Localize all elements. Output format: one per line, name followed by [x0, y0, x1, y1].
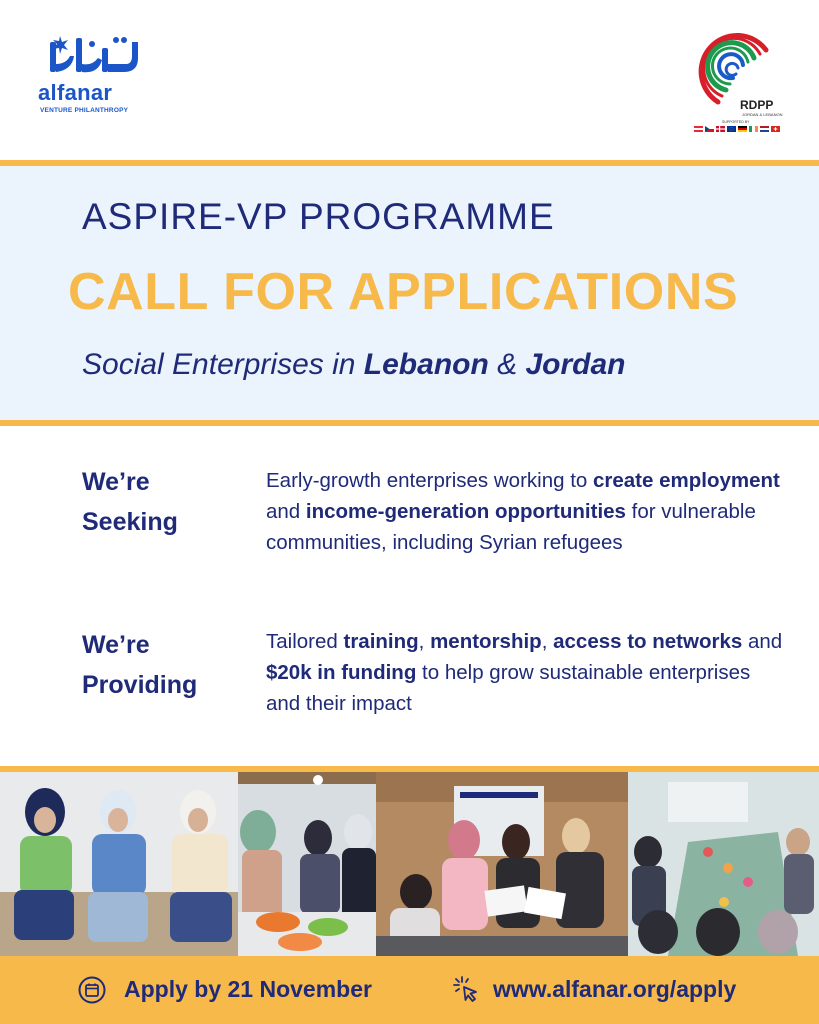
hero-bottom-bar — [0, 420, 819, 426]
header — [0, 0, 819, 160]
donor-flags — [694, 126, 780, 132]
seeking-text-1: Early-growth enterprises working to — [266, 469, 593, 492]
denmark-flag-icon — [716, 126, 725, 132]
subtitle-country-lebanon: Lebanon — [363, 348, 489, 381]
seeking-heading — [82, 462, 252, 542]
eu-flag-icon — [727, 126, 736, 132]
providing-heading — [82, 625, 252, 705]
programme-title: ASPIRE-VP PROGRAMME — [82, 196, 555, 237]
rdpp-name: RDPP — [740, 98, 774, 112]
seeking-bold-income: income-generation opportunities — [305, 500, 626, 523]
cursor-click-icon — [450, 973, 482, 1005]
providing-text-5: to help grow sustainable enterprises and their impact — [266, 661, 751, 715]
subtitle-country-jordan: Jordan — [525, 348, 626, 381]
seeking-heading-line2: Seeking — [82, 508, 178, 536]
providing-heading-line1: We’re — [82, 631, 150, 659]
seeking-description — [266, 465, 786, 558]
photo-cooking-workshop — [238, 772, 376, 956]
providing-text-1: Tailored — [266, 630, 344, 653]
czech-flag-icon — [705, 126, 714, 132]
photo-strip — [0, 772, 819, 956]
switzerland-flag-icon — [771, 126, 780, 132]
photo-women-seated — [0, 772, 238, 956]
providing-text-4: and — [742, 630, 783, 653]
alfanar-wordmark: alfanar — [38, 80, 113, 105]
call-for-applications-heading: CALL FOR APPLICATIONS — [68, 263, 739, 321]
providing-heading-line2: Providing — [82, 671, 198, 699]
alfanar-tagline: VENTURE PHILANTHROPY — [40, 107, 129, 114]
providing-bold-training: training — [343, 630, 419, 653]
seeking-text-2: and — [266, 500, 306, 523]
providing-bold-funding: $20k in funding — [266, 661, 417, 684]
seeking-bold-employment: create employment — [593, 469, 780, 492]
apply-url-link[interactable]: www.alfanar.org/apply — [493, 976, 737, 1002]
footer-bar — [0, 956, 819, 1024]
netherlands-flag-icon — [760, 126, 769, 132]
providing-text-2: , — [418, 630, 431, 653]
rdpp-region: JORDAN & LEBANON — [742, 112, 783, 117]
subtitle-joiner: & — [488, 348, 526, 381]
providing-description — [266, 626, 786, 719]
providing-bold-mentorship: mentorship — [430, 630, 542, 653]
rdpp-supported-by: SUPPORTED BY — [722, 120, 750, 124]
providing-text-3: , — [541, 630, 554, 653]
rdpp-logo — [688, 20, 790, 135]
alfanar-arabic-logo-mark — [44, 34, 140, 78]
subtitle-prefix: Social Enterprises in — [82, 348, 364, 381]
seeking-heading-line1: We’re — [82, 468, 150, 496]
providing-bold-networks: access to networks — [553, 630, 743, 653]
apply-deadline: Apply by 21 November — [124, 976, 372, 1002]
hero-subtitle — [82, 348, 626, 382]
alfanar-logo — [38, 34, 148, 124]
germany-flag-icon — [738, 126, 747, 132]
seeking-text-3: for vulnerable communities, including Syrian refugees — [266, 500, 756, 554]
photo-training-session — [376, 772, 628, 956]
austria-flag-icon — [694, 126, 703, 132]
ireland-flag-icon — [749, 126, 758, 132]
photo-group-meeting — [628, 772, 819, 956]
calendar-icon — [78, 976, 106, 1004]
